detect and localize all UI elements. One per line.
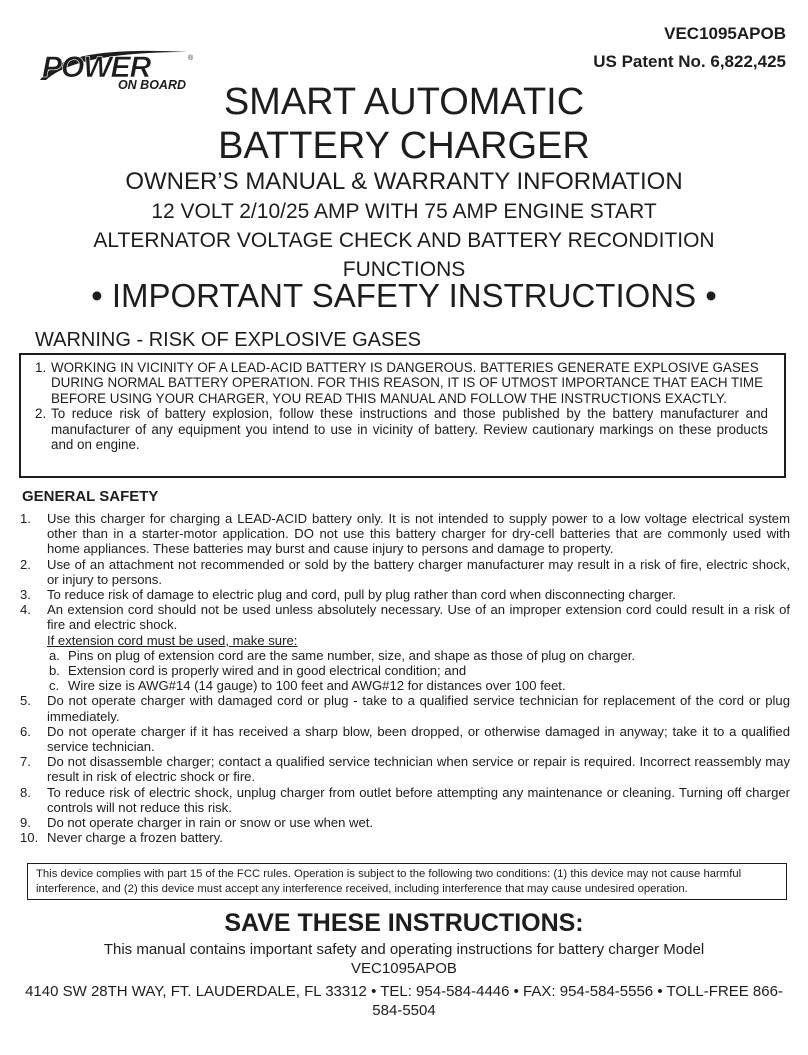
list-item-text: Do not operate charger if it has received a sharp blow, been dropped, or otherwise damaged in anyway; take it to a qualified service technician. — [47, 723, 790, 755]
list-item-number: 5. — [20, 693, 31, 709]
model-block — [593, 20, 786, 76]
specs-line-3: FUNCTIONS — [342, 258, 466, 281]
list-item — [20, 724, 790, 754]
list-item-number: 6. — [20, 723, 31, 739]
sub-item-letter: a. — [49, 647, 60, 663]
extension-sub-item — [20, 663, 790, 678]
manual-note: This manual contains important safety and operating instructions for battery charger Model VEC1095APOB — [103, 941, 705, 977]
list-item-number: 7. — [20, 754, 31, 770]
logo-registered-mark: ® — [188, 55, 194, 62]
warning-item — [35, 406, 768, 452]
list-item — [20, 830, 790, 845]
extension-cord-note: If extension cord must be used, make sure: — [47, 632, 298, 648]
warning-item — [35, 360, 768, 406]
list-item-text: Do not operate charger in rain or snow or use when wet. — [47, 815, 374, 831]
list-item-text: Use of an attachment not recommended or sold by the battery charger manufacturer may result in a risk of fire, electric shock, or injury to persons. — [47, 556, 790, 587]
subtitle-owners-manual: OWNER’S MANUAL & WARRANTY INFORMATION — [125, 168, 683, 195]
logo-tagline: ON BOARD — [117, 78, 186, 92]
warning-item-number: 1. — [35, 360, 47, 375]
sub-item-letter: b. — [49, 663, 60, 679]
main-title — [0, 80, 808, 168]
save-instructions-heading: SAVE THESE INSTRUCTIONS: — [224, 909, 584, 937]
list-item-text: Do not disassemble charger; contact a qualified service technician when service or repair is required. Incorrect reassembly may result in risk of electric shock or fire. — [47, 754, 790, 785]
list-item-text: To reduce risk of damage to electric plug and cord, pull by plug rather than cord when disconnecting charger. — [47, 587, 676, 603]
list-item — [20, 557, 790, 587]
extension-sub-item — [20, 648, 790, 663]
list-item-number: 2. — [20, 556, 31, 572]
specs-line-1: 12 VOLT 2/10/25 AMP WITH 75 AMP ENGINE START — [151, 200, 657, 223]
sub-item-text: Extension cord is properly wired and in good electrical condition; and — [68, 663, 467, 679]
list-item — [20, 587, 790, 602]
list-item-number: 9. — [20, 815, 31, 831]
list-item-text: An extension cord should not be used unless absolutely necessary. Use of an improper extension cord could result in a risk of fire and electric shock. — [47, 602, 790, 633]
sub-item-text: Wire size is AWG#14 (14 gauge) to 100 feet and AWG#12 for distances over 100 feet. — [68, 678, 566, 694]
list-item-number: 4. — [20, 602, 31, 618]
general-safety-heading: GENERAL SAFETY — [22, 488, 159, 505]
list-item-number: 10. — [20, 830, 39, 846]
specs-line-2: ALTERNATOR VOLTAGE CHECK AND BATTERY RECONDITION — [93, 229, 715, 252]
list-item — [20, 785, 790, 815]
list-item-number: 8. — [20, 784, 31, 800]
list-item — [20, 602, 790, 632]
list-item-text: Do not operate charger with damaged cord or plug - take to a qualified service technician for replacement of the cord or plug immediately. — [47, 693, 790, 724]
warning-item-text: To reduce risk of battery explosion, follow these instructions and those published by the battery manufacturer and manufacturer of any equipment you intend to use in vicinity of battery. Review cautionary markings on these products and on engine. — [51, 406, 768, 453]
fcc-notice-box: This device complies with part 15 of the FCC rules. Operation is subject to the following two conditions: (1) this device may not cause harmful interference, and (2) this device must accept any interference received, including interference that may cause undesired operation. — [27, 863, 787, 900]
logo-wordmark: POWER — [42, 51, 151, 84]
list-item — [20, 511, 790, 557]
subtitle-specs — [0, 197, 808, 284]
list-item-number: 1. — [20, 511, 31, 526]
model-number: VEC1095APOB — [664, 24, 786, 43]
warning-item-number: 2. — [35, 406, 47, 422]
extension-sub-item — [20, 678, 790, 693]
main-title-line-2: BATTERY CHARGER — [218, 125, 590, 167]
list-item — [20, 693, 790, 723]
sub-item-letter: c. — [49, 678, 60, 694]
list-item — [20, 815, 790, 830]
list-item-text: Use this charger for charging a LEAD-ACID battery only. It is not intended to supply power to a low voltage electrical system other than in a starter-motor application. DO not use this battery charger for dry-cell batteries that are commonly used with home appliances. These batteries may burst and cause injury to persons and damage to property. — [47, 511, 790, 557]
warning-item-text: WORKING IN VICINITY OF A LEAD-ACID BATTERY IS DANGEROUS. BATTERIES GENERATE EXPLOSIVE GASES DURING NORMAL BATTERY OPERATION. FOR THIS REASON, IT IS OF UTMOST IMPORTANCE THAT EACH TIME BEFORE USING YOUR CHARGER, YOU READ THIS MANUAL AND FOLLOW THE INSTRUCTIONS EXACTLY. — [51, 360, 764, 406]
warning-box — [19, 353, 786, 478]
company-address: 4140 SW 28TH WAY, FT. LAUDERDALE, FL 33312 • TEL: 954-584-4446 • FAX: 954-584-5556 • TOLL-FREE 866-584-5504 — [25, 983, 783, 1019]
list-item-number: 3. — [20, 587, 31, 603]
list-item-text: To reduce risk of electric shock, unplug charger from outlet before attempting any maintenance or cleaning. Turning off charger controls will not reduce this risk. — [47, 784, 790, 815]
list-item-text: Never charge a frozen battery. — [47, 830, 223, 846]
patent-number: US Patent No. 6,822,425 — [593, 52, 786, 71]
list-item — [20, 754, 790, 784]
sub-item-text: Pins on plug of extension cord are the same number, size, and shape as those of plug on charger. — [68, 647, 636, 663]
warning-heading: WARNING - RISK OF EXPLOSIVE GASES — [35, 329, 422, 351]
main-title-line-1: SMART AUTOMATIC — [223, 81, 585, 123]
general-safety-list — [20, 511, 790, 845]
important-safety-heading: • IMPORTANT SAFETY INSTRUCTIONS • — [91, 277, 717, 314]
